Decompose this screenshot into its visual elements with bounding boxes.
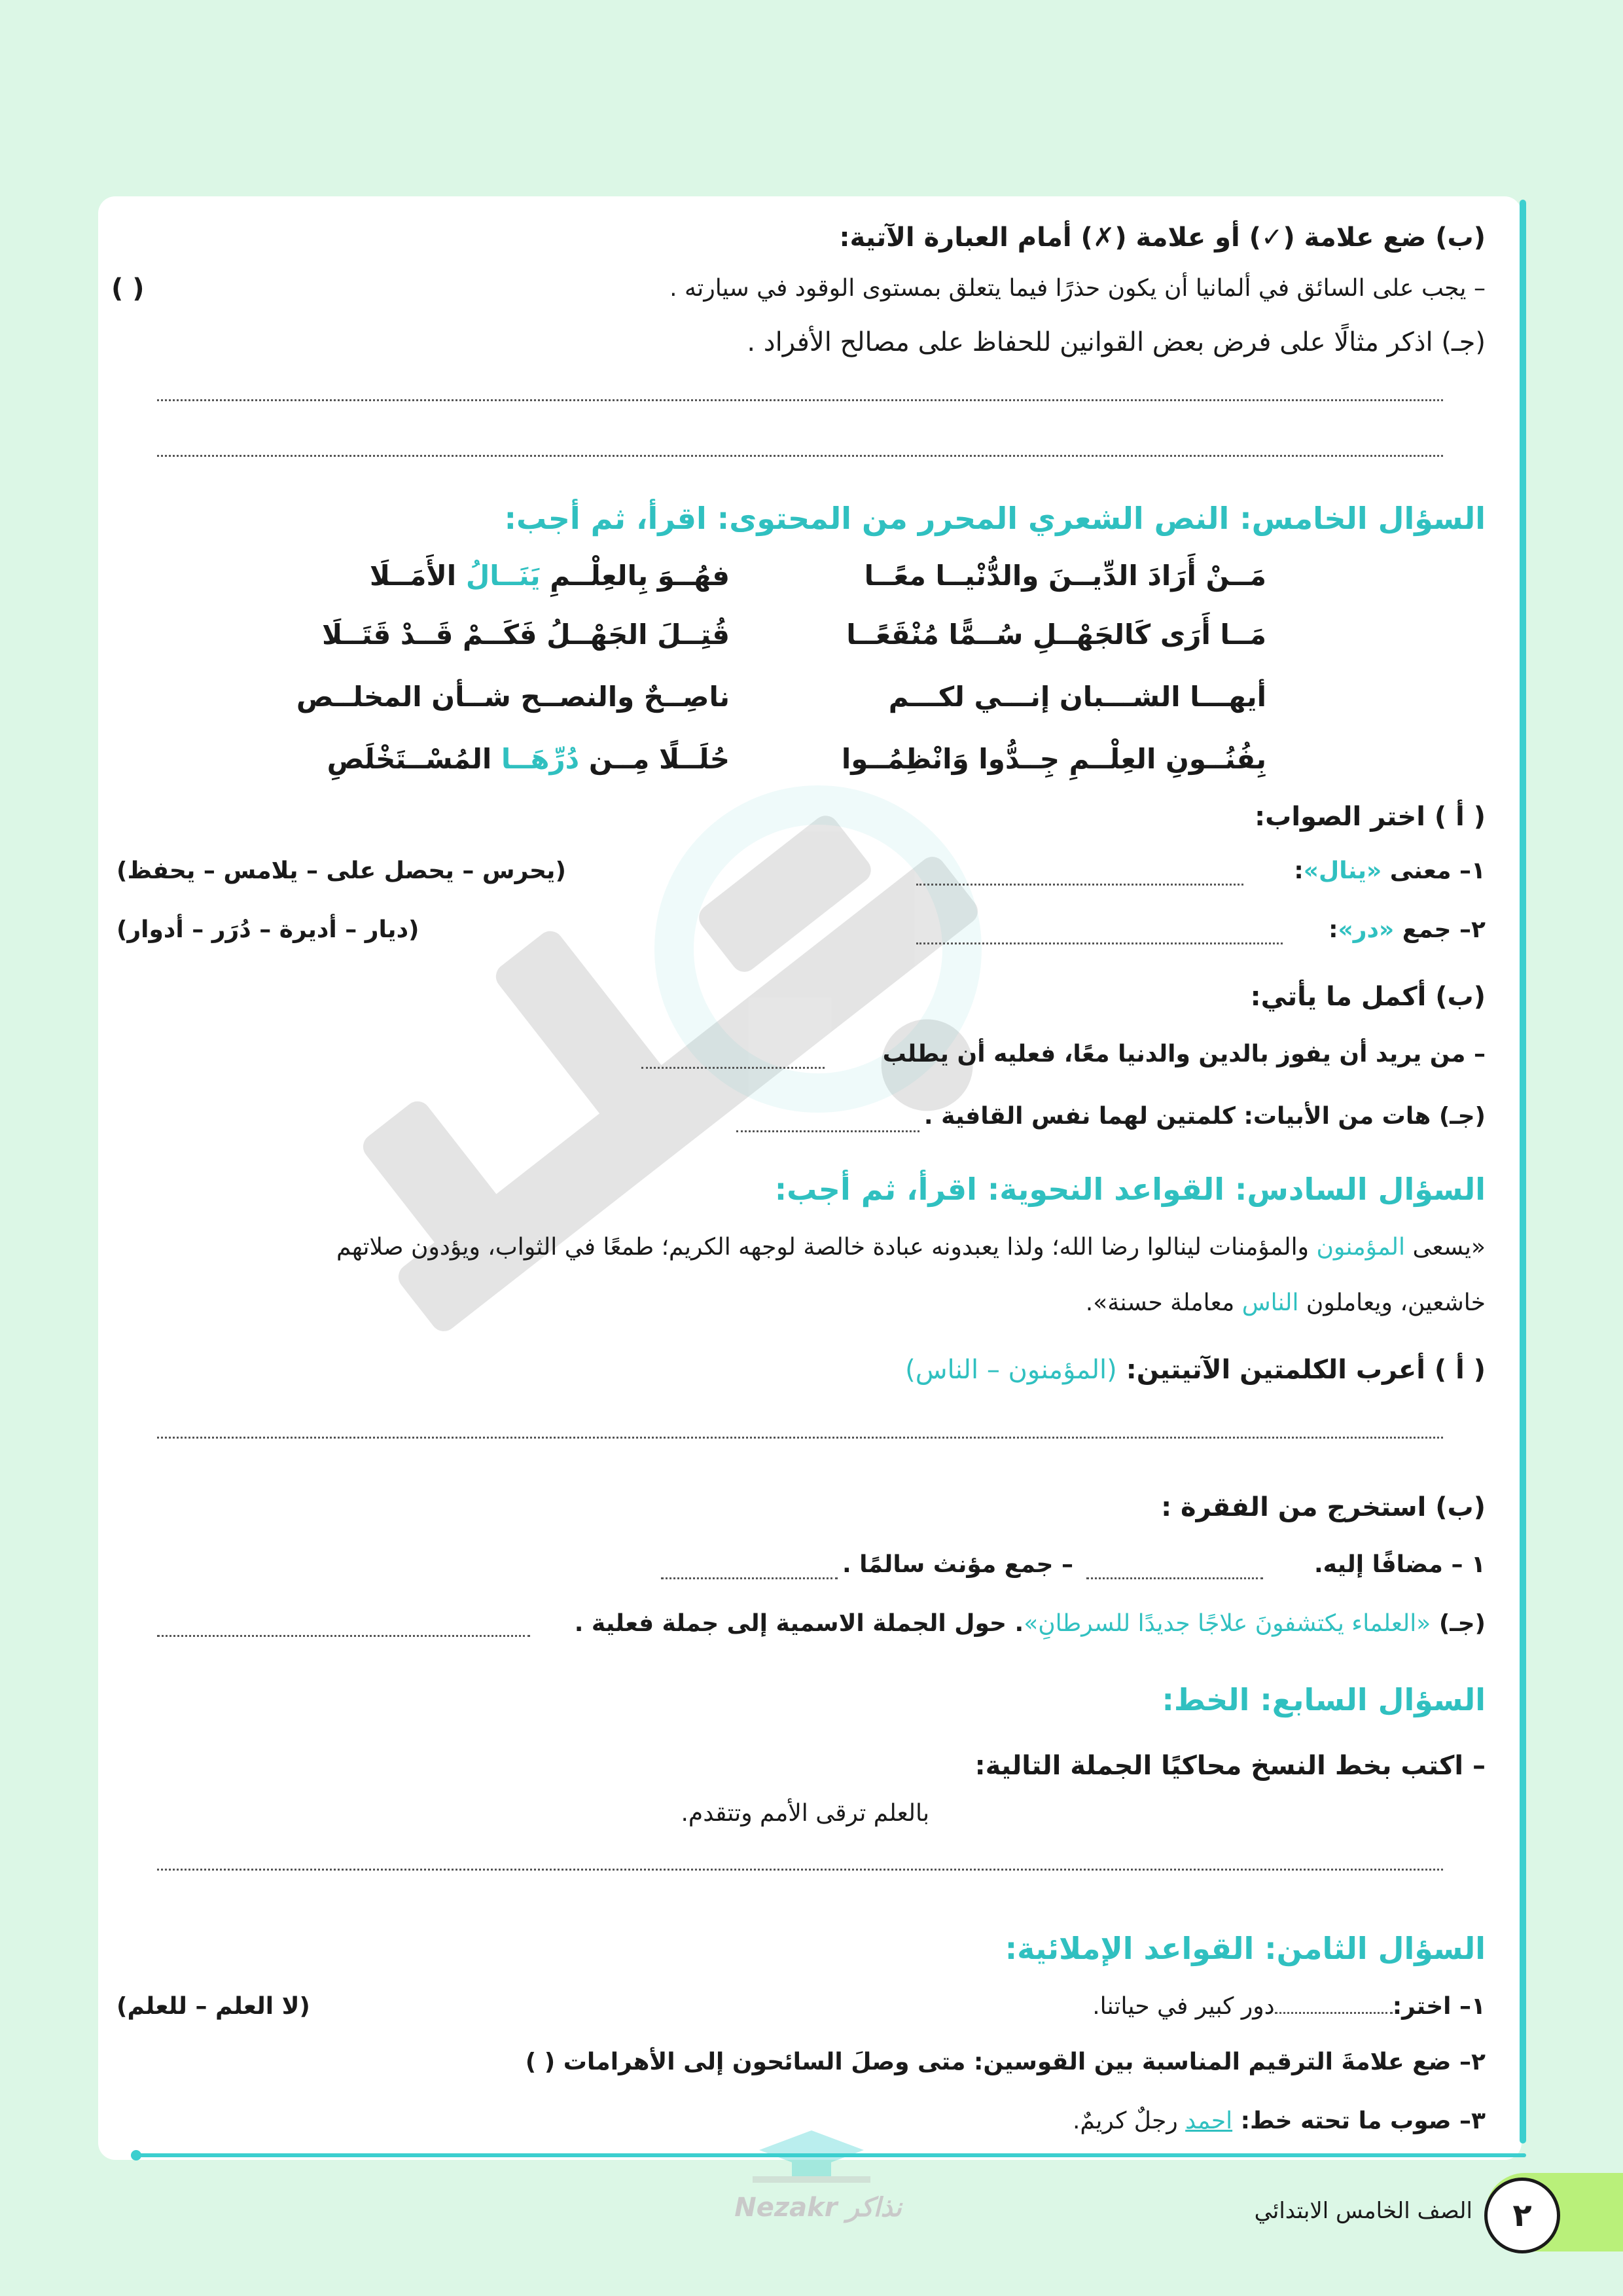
q5-a2-label: ٢– جمع xyxy=(1394,916,1486,943)
q8-item2: ٢– ضع علامةَ الترقيم المناسبة بين القوسين: متى وصلَ السائحون إلى الأهرامات ( ) xyxy=(525,2049,1486,2075)
answer-line[interactable] xyxy=(916,884,1243,886)
paragraph-text: «يسعى xyxy=(1405,1234,1486,1261)
q8-i3-label: ٣– صوب ما تحته خط: xyxy=(1232,2108,1486,2134)
q4-b-statement: – يجب على السائق في ألمانيا أن يكون حذرًا فيما يتعلق بمستوى الوقود في سيارته . xyxy=(669,275,1486,302)
q5-a1-choices: (يحرس – يحصل على – يلامس – يحفظ) xyxy=(116,857,566,884)
verse-text: الأَمَــلَا xyxy=(369,560,466,592)
q7-sentence: بالعلم ترقى الأمم وتتقدم. xyxy=(681,1800,929,1827)
footer-grade: الصف الخامس الابتدائي xyxy=(1254,2198,1472,2224)
q8-item3 xyxy=(1073,2108,1486,2134)
q5-b-line: – من يريد أن يفوز بالدين والدنيا معًا، فعليه أن يطلب xyxy=(882,1041,1486,1067)
verse-3-first: أيهـــا الشـــبان إنـــي لكـــم xyxy=(888,681,1266,713)
q6-c-sentence: «العلماء يكتشفونَ علاجًا جديدًا للسرطانِ» xyxy=(1024,1610,1431,1637)
verse-4-second xyxy=(327,743,730,775)
q6-b2: – جمع مؤنث سالمًا . xyxy=(842,1551,1073,1578)
answer-line[interactable] xyxy=(157,1635,530,1637)
q8-i3-rest: رجلٌ كريمٌ. xyxy=(1072,2108,1186,2134)
verse-2-second: قُتِــلَ الجَهْــلُ فَكَــمْ قَــدْ قَتَــلَا xyxy=(322,619,730,651)
q6-paragraph-line2 xyxy=(1086,1289,1486,1316)
highlighted-word: المؤمنون xyxy=(1316,1234,1406,1261)
verse-text: فهُــوَ بِالعِلْــمِ xyxy=(540,560,730,592)
q8-heading: السؤال الثامن: القواعد الإملائية: xyxy=(1005,1931,1486,1966)
q8-i1-label: ١– اختر: xyxy=(1392,1993,1486,2020)
q6-heading: السؤال السادس: القواعد النحوية: اقرأ، ثم أجب: xyxy=(774,1172,1486,1207)
paragraph-text: معاملة حسنة». xyxy=(1085,1289,1242,1316)
answer-line[interactable] xyxy=(661,1577,838,1579)
q5-a2-word: «در» xyxy=(1338,916,1395,943)
q8-i1-text: دور كبير في حياتنا. xyxy=(1092,1993,1275,2020)
right-rail-decoration xyxy=(1520,200,1526,2144)
verse-4-first: بِفُنُــونِ العِلْــمِ جِــدُّوا وَانْظِمُــوا xyxy=(841,743,1266,775)
answer-line[interactable] xyxy=(157,1437,1443,1439)
q5-a1-label: ١– معنى xyxy=(1382,857,1486,884)
nezakr-logo-text: Nezakr نذاكر xyxy=(734,2193,902,2223)
q7-heading: السؤال السابع: الخط: xyxy=(1162,1682,1486,1717)
q8-i3-word: احمد xyxy=(1185,2108,1233,2134)
q6-b1: ١ – مضافًا إليه. xyxy=(1313,1551,1486,1578)
q6-a-words: (المؤمنون – الناس) xyxy=(905,1355,1117,1385)
answer-line[interactable] xyxy=(641,1067,825,1069)
answer-line[interactable] xyxy=(916,942,1283,944)
page-number: ٢ xyxy=(1484,2178,1560,2253)
q5-a2-choices: (ديار – أديرة – دُرَر – أدوار) xyxy=(116,916,419,943)
verse-2-first: مَــا أَرَى كَالجَهْــلِ سُــمًّا مُنْقَعًــا xyxy=(846,619,1266,651)
q6-a-title: ( أ ) أعرب الكلمتين الآتيتين: xyxy=(1116,1355,1486,1385)
answer-blank[interactable] xyxy=(1275,2007,1393,2014)
answer-line[interactable] xyxy=(157,455,1443,457)
paragraph-text: خاشعين، ويعاملون xyxy=(1298,1289,1486,1316)
bottom-rule-dot xyxy=(131,2150,141,2161)
q4-c-prompt: (جـ) اذكر مثالًا على فرض بعض القوانين للحفاظ على مصالح الأفراد . xyxy=(747,327,1486,357)
highlighted-word: يَنَــالُ xyxy=(465,560,541,592)
q5-a2: ٢– جمع «در»: xyxy=(1329,916,1486,943)
paragraph-text: والمؤمنات لينالوا رضا الله؛ ولذا يعبدونه عبادة خالصة لوجهه الكريم؛ طمعًا في الثواب، ويؤدون صلاتهم xyxy=(336,1234,1317,1261)
q6-b-title: (ب) استخرج من الفقرة : xyxy=(1161,1492,1486,1522)
q7-instruction: – اكتب بخط النسخ محاكيًا الجملة التالية: xyxy=(974,1751,1486,1781)
q8-i1-choices: (لا العلم – للعلم) xyxy=(116,1993,310,2020)
verse-text: المُسْــتَخْلَصِ xyxy=(327,743,501,775)
q6-c-label: (جـ) xyxy=(1431,1610,1486,1637)
q6-paragraph-line1 xyxy=(336,1234,1486,1261)
q5-a1-word: «ينال» xyxy=(1303,857,1382,884)
q4-b-title: (ب) ضع علامة (✓) أو علامة (✗) أمام العبارة الآتية: xyxy=(839,223,1486,253)
verse-text: حُلَــلًا مِــن xyxy=(579,743,730,775)
verse-1-first: مَــنْ أَرَادَ الدِّيــنَ والدُّنْيــا معًــا xyxy=(864,560,1266,592)
q8-item1 xyxy=(1092,1993,1486,2020)
q5-heading: السؤال الخامس: النص الشعري المحرر من المحتوى: اقرأ، ثم أجب: xyxy=(504,501,1486,536)
answer-line[interactable] xyxy=(1086,1577,1263,1579)
answer-line[interactable] xyxy=(157,399,1443,401)
verse-1-second xyxy=(370,560,730,592)
q4-b-answer-box[interactable]: ( ) xyxy=(111,274,145,304)
q6-c xyxy=(575,1610,1486,1637)
answer-line[interactable] xyxy=(157,1869,1443,1871)
answer-line[interactable] xyxy=(736,1130,919,1132)
highlighted-word: الناس xyxy=(1241,1289,1299,1316)
q6-c-instruction: . حول الجملة الاسمية إلى جملة فعلية . xyxy=(574,1610,1024,1637)
q5-c-line: (جـ) هات من الأبيات: كلمتين لهما نفس القافية . xyxy=(923,1103,1486,1130)
q6-a xyxy=(905,1355,1486,1385)
q5-a1: ١– معنى «ينال»: xyxy=(1294,857,1486,884)
q5-b-title: (ب) أكمل ما يأتي: xyxy=(1250,982,1486,1012)
q5-a-title: ( أ ) اختر الصواب: xyxy=(1255,802,1486,832)
verse-3-second: ناصِــحٌ والنصــح شــأن المخلــص xyxy=(296,681,730,713)
highlighted-word: دُرِّهَــا xyxy=(501,743,580,775)
